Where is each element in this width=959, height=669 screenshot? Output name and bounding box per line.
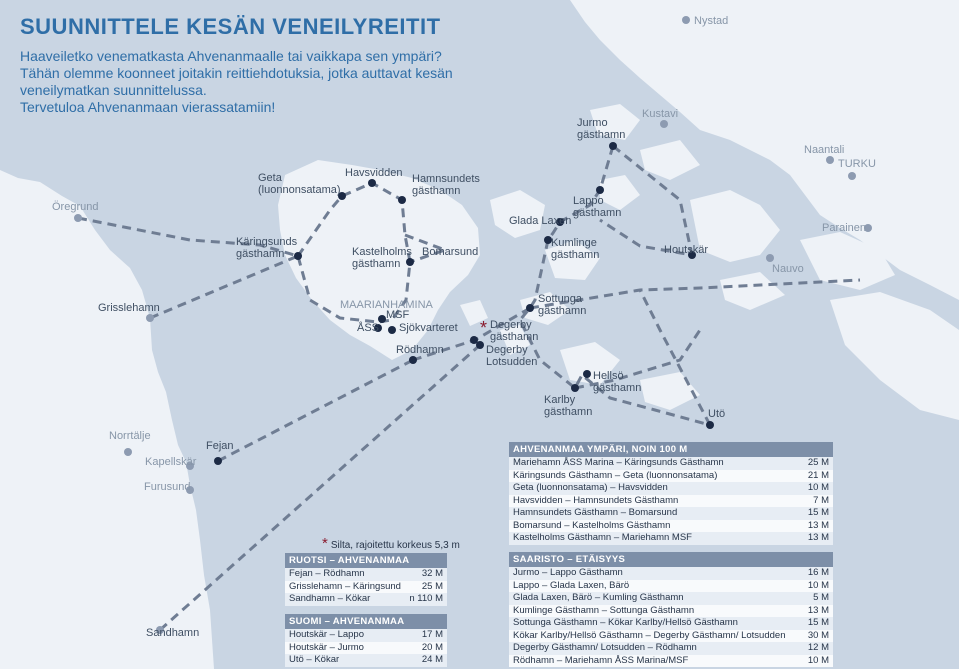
label-nystad: Nystad — [694, 15, 729, 27]
label-uto: Utö — [708, 408, 726, 420]
table-row: Houtskär – Lappo 17 M — [285, 629, 447, 642]
town-turku — [848, 172, 856, 180]
harbor-havsvidden — [368, 179, 376, 187]
town-naantali — [826, 156, 834, 164]
bridge-note — [322, 535, 460, 552]
label-naantali: Naantali — [804, 144, 845, 156]
label-degerby-lotsudden: Degerby Lotsudden — [486, 344, 538, 368]
table-ruotsi-title: RUOTSI – AHVENANMAA — [285, 553, 447, 568]
label-hamnsundets: Hamnsundets gästhamn — [412, 173, 480, 197]
table-row: Kumlinge Gästhamn – Sottunga Gästhamn 13 M — [509, 605, 833, 618]
label-rodhamn: Rödhamn — [396, 344, 444, 356]
label-geta: Geta (luonnonsatama) — [258, 172, 341, 196]
bridge-star-icon: * — [480, 318, 488, 338]
label-ass: ÅSS — [357, 322, 380, 334]
label-sottunga: Sottunga gästhamn — [538, 293, 587, 317]
bridge-note-text: Silta, rajoitettu korkeus 5,3 m — [330, 540, 460, 551]
intro-line-1: Haaveiletko venematkasta Ahvenanmaalle tai vaikkapa sen ympäri? — [20, 48, 442, 64]
table-ympari-title: AHVENANMAA YMPÄRI, NOIN 100 M — [509, 442, 833, 457]
town-nystad — [682, 16, 690, 24]
table-row: Grisslehamn – Käringsund 25 M — [285, 581, 447, 594]
label-kastelholms: Kastelholms gästhamn — [352, 246, 412, 270]
town-nauvo — [766, 254, 774, 262]
table-row: Havsvidden – Hamnsundets Gästhamn 7 M — [509, 495, 833, 508]
harbor-hamnsundets — [398, 196, 406, 204]
harbor-msf — [378, 315, 386, 323]
table-row: Houtskär – Jurmo 20 M — [285, 642, 447, 655]
table-row: Utö – Kökar 24 M — [285, 654, 447, 667]
town-kustavi — [660, 120, 668, 128]
table-ruotsi — [285, 553, 447, 606]
intro-header — [20, 14, 540, 116]
intro-line-2: Tähän olemme koonneet joitakin reittiehdotuksia, jotka auttavat kesän — [20, 65, 453, 81]
table-row: Kastelholms Gästhamn – Mariehamn MSF 13 M — [509, 532, 833, 545]
harbor-jurmo — [609, 142, 617, 150]
label-turku: TURKU — [838, 158, 876, 170]
label-houtskar: Houtskär — [664, 244, 709, 256]
table-row: Sottunga Gästhamn – Kökar Karlby/Hellsö Gästhamn 15 M — [509, 617, 833, 630]
label-kapellskar: Kapellskär — [145, 456, 197, 468]
table-row: Degerby Gästhamn/ Lotsudden – Rödhamn 12 M — [509, 642, 833, 655]
harbor-fejan — [214, 457, 222, 465]
label-norrtalje: Norrtälje — [109, 430, 151, 442]
harbor-sjokvarteret — [388, 326, 396, 334]
intro-line-3: veneilymatkan suunnittelussa. — [20, 82, 207, 98]
label-grisslehamn: Grisslehamn — [98, 302, 160, 314]
label-karlby: Karlby gästhamn — [544, 394, 593, 418]
table-row: Glada Laxen, Bärö – Kumling Gästhamn 5 M — [509, 592, 833, 605]
label-mariehamn: MAARIANHAMINA — [340, 299, 433, 311]
town-norrtalje — [124, 448, 132, 456]
table-suomi-title: SUOMI – AHVENANMAA — [285, 614, 447, 629]
label-havsvidden: Havsvidden — [345, 167, 403, 179]
bridge-note-star-icon: * — [322, 535, 328, 552]
harbor-uto — [706, 421, 714, 429]
table-suomi — [285, 614, 447, 667]
harbor-rodhamn — [409, 356, 417, 364]
table-row: Geta (luonnonsatama) – Havsvidden 10 M — [509, 482, 833, 495]
table-row: Kökar Karlby/Hellsö Gästhamn – Degerby Gästhamn/ Lotsudden 30 M — [509, 630, 833, 643]
label-sandhamn: Sandhamn — [146, 627, 200, 639]
table-row: Lappo – Glada Laxen, Bärö 10 M — [509, 580, 833, 593]
harbor-sottunga — [526, 304, 534, 312]
intro-line-4: Tervetuloa Ahvenanmaan vierassatamiin! — [20, 99, 276, 115]
harbor-lappo — [596, 186, 604, 194]
table-ympari — [509, 442, 833, 545]
label-oregrund: Öregrund — [52, 201, 99, 213]
label-msf: MSF — [386, 309, 410, 321]
label-bomarsund: Bomarsund — [422, 246, 479, 258]
table-saaristo-title: SAARISTO – ETÄISYYS — [509, 552, 833, 567]
label-karingsunds: Käringsunds gästhamn — [236, 236, 298, 260]
town-oregrund — [74, 214, 82, 222]
label-hellso: Hellsö gästhamn — [593, 370, 642, 394]
label-fejan: Fejan — [206, 440, 234, 452]
label-kustavi: Kustavi — [642, 108, 679, 120]
label-degerby-gasthamn: Degerby gästhamn — [490, 319, 539, 343]
town-grisslehamn — [146, 314, 154, 322]
label-jurmo: Jurmo gästhamn — [577, 117, 626, 141]
harbor-hellso — [583, 370, 591, 378]
label-lappo: Lappo gästhamn — [573, 195, 622, 219]
label-kumlinge: Kumlinge gästhamn — [551, 237, 600, 261]
label-nauvo: Nauvo — [772, 263, 804, 275]
table-row: Jurmo – Lappo Gästhamn 16 M — [509, 567, 833, 580]
label-sjokvarteret: Sjökvarteret — [399, 322, 458, 334]
table-row: Käringsunds Gästhamn – Geta (luonnonsatama) 21 M — [509, 470, 833, 483]
table-row: Fejan – Rödhamn 32 M — [285, 568, 447, 581]
table-row: Hamnsundets Gästhamn – Bomarsund 15 M — [509, 507, 833, 520]
table-row: Sandhamn – Kökar n 110 M — [285, 593, 447, 606]
table-row: Rödhamn – Mariehamn ÅSS Marina/MSF 10 M — [509, 655, 833, 668]
label-parainen: Parainen — [822, 222, 867, 234]
table-saaristo — [509, 552, 833, 667]
page-title: SUUNNITTELE KESÄN VENEILYREITIT — [20, 14, 441, 39]
harbor-karlby — [571, 384, 579, 392]
harbor-degerby-l — [476, 341, 484, 349]
label-glada-laxen: Glada Laxen — [509, 215, 572, 227]
table-row: Bomarsund – Kastelholms Gästhamn 13 M — [509, 520, 833, 533]
label-furusund: Furusund — [144, 481, 191, 493]
table-row: Mariehamn ÅSS Marina – Käringsunds Gästhamn 25 M — [509, 457, 833, 470]
